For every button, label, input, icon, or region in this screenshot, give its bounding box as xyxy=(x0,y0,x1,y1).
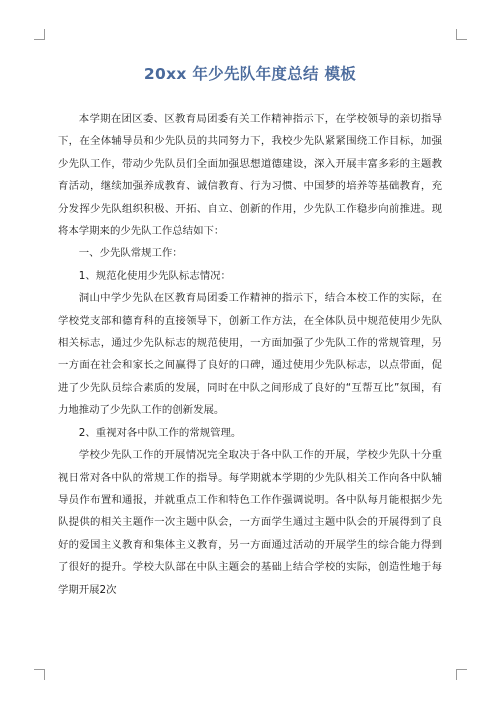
crop-mark-bottom-right xyxy=(456,669,467,680)
crop-mark-bottom-left xyxy=(34,669,45,680)
document-title: 20xx 年少先队年度总结 模板 xyxy=(143,65,357,83)
section-heading: 一、少先队常规工作： xyxy=(78,247,183,260)
intro-paragraph: 本学期在团区委、区教育局团委有关工作精神指示下，在学校领导的亲切指导下，在全体辅导员和少先队员的共同努力下，我校少先队紧紧围绕工作目标，加强少先队工作，带动少先队员们全面加强思想道德建设，深入开展丰富多彩的主题教育活动，继续加强养成教育、诚信教育、行为习惯、中国梦的培养等基础教育，充分发挥少先队组织积极、开拓、自立、创新的作用，少先队工作稳步向前推进。现将本学期来的少先队工作总结如下： xyxy=(58,113,442,238)
document-body xyxy=(58,62,442,601)
body-paragraph-2: 学校少先队工作的开展情况完全取决于各中队工作的开展，学校少先队十分重视日常对各中队的常规工作的指导。每学期就本学期的少先队相关工作向各中队辅导员作布置和通报，并就重点工作和特色工作作强调说明。各中队每月能根据少先队提供的相关主题作一次主题中队会，一方面学生通过主题中队会的开展得到了良好的爱国主义教育和集体主义教育，另一方面通过活动的开展学生的综合能力得到了很好的提升。学校大队部在中队主题会的基础上结合学校的实际，创造性地于每学期开展2次 xyxy=(58,449,442,596)
crop-mark-top-left xyxy=(34,29,45,40)
subsection-heading-2: 2、重视对各中队工作的常规管理。 xyxy=(78,426,242,439)
subsection-heading-1: 1、规范化使用少先队标志情况： xyxy=(78,269,231,282)
body-paragraph-1: 洞山中学少先队在区教育局团委工作精神的指示下，结合本校工作的实际，在学校党支部和德育科的直接领导下，创新工作方法，在全体队员中规范使用少先队相关标志，通过少先队标志的规范使用，一方面加强了少先队工作的常规管理，另一方面在社会和家长之间赢得了良好的口碑，通过使用少先队标志，以点带面，促进了少先队员综合素质的发展，同时在中队之间形成了良好的“互帮互比”氛围，有力地推动了少先队工作的创新发展。 xyxy=(58,292,442,417)
crop-mark-top-right xyxy=(456,29,467,40)
